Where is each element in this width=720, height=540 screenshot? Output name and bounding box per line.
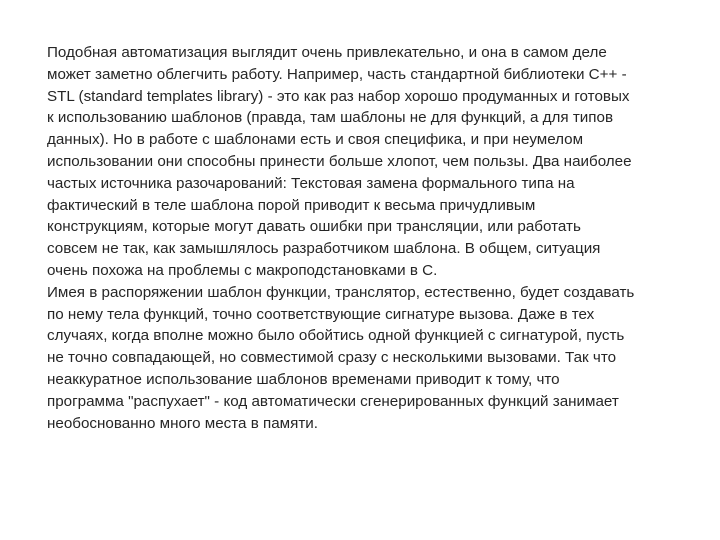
text-line: конструкциям, которые могут давать ошибки при трансляции, или работать	[47, 218, 581, 236]
text-line: совсем не так, как замышлялось разработчиком шаблона. В общем, ситуация	[47, 240, 601, 258]
text-line: к использованию шаблонов (правда, там шаблоны не для функций, а для типов	[47, 109, 614, 127]
text-line: фактический в теле шаблона порой приводит к весьма причудливым	[47, 196, 536, 214]
body-text	[47, 42, 697, 434]
text-line: использовании они способны принести больше хлопот, чем пользы. Два наиболее	[47, 152, 632, 170]
text-line: случаях, когда вполне можно было обойтись одной функцией с сигнатурой, пусть	[47, 327, 625, 345]
text-line: может заметно облегчить работу. Например, часть стандартной библиотеки C++ -	[47, 65, 627, 83]
text-line: по нему тела функций, точно соответствующие сигнатуре вызова. Даже в тех	[47, 305, 595, 323]
text-line: очень похожа на проблемы с макроподстановками в С.	[47, 261, 438, 279]
text-line: данных). Но в работе с шаблонами есть и своя специфика, и при неумелом	[47, 131, 584, 149]
text-line: неаккуратное использование шаблонов временами приводит к тому, что	[47, 370, 560, 388]
text-line: программа "распухает" - код автоматически сгенерированных функций занимает	[47, 392, 619, 410]
text-line: Имея в распоряжении шаблон функции, транслятор, естественно, будет создавать	[47, 283, 635, 301]
text-line: необоснованно много места в памяти.	[47, 414, 319, 432]
text-line: STL (standard templates library) - это как раз набор хорошо продуманных и готовых	[47, 87, 630, 105]
text-line: частых источника разочарований: Текстовая замена формального типа на	[47, 174, 575, 192]
text-line: Подобная автоматизация выглядит очень привлекательно, и она в самом деле	[47, 44, 607, 61]
text-line: не точно совпадающей, но совместимой сразу с несколькими вызовами. Так что	[47, 349, 617, 367]
